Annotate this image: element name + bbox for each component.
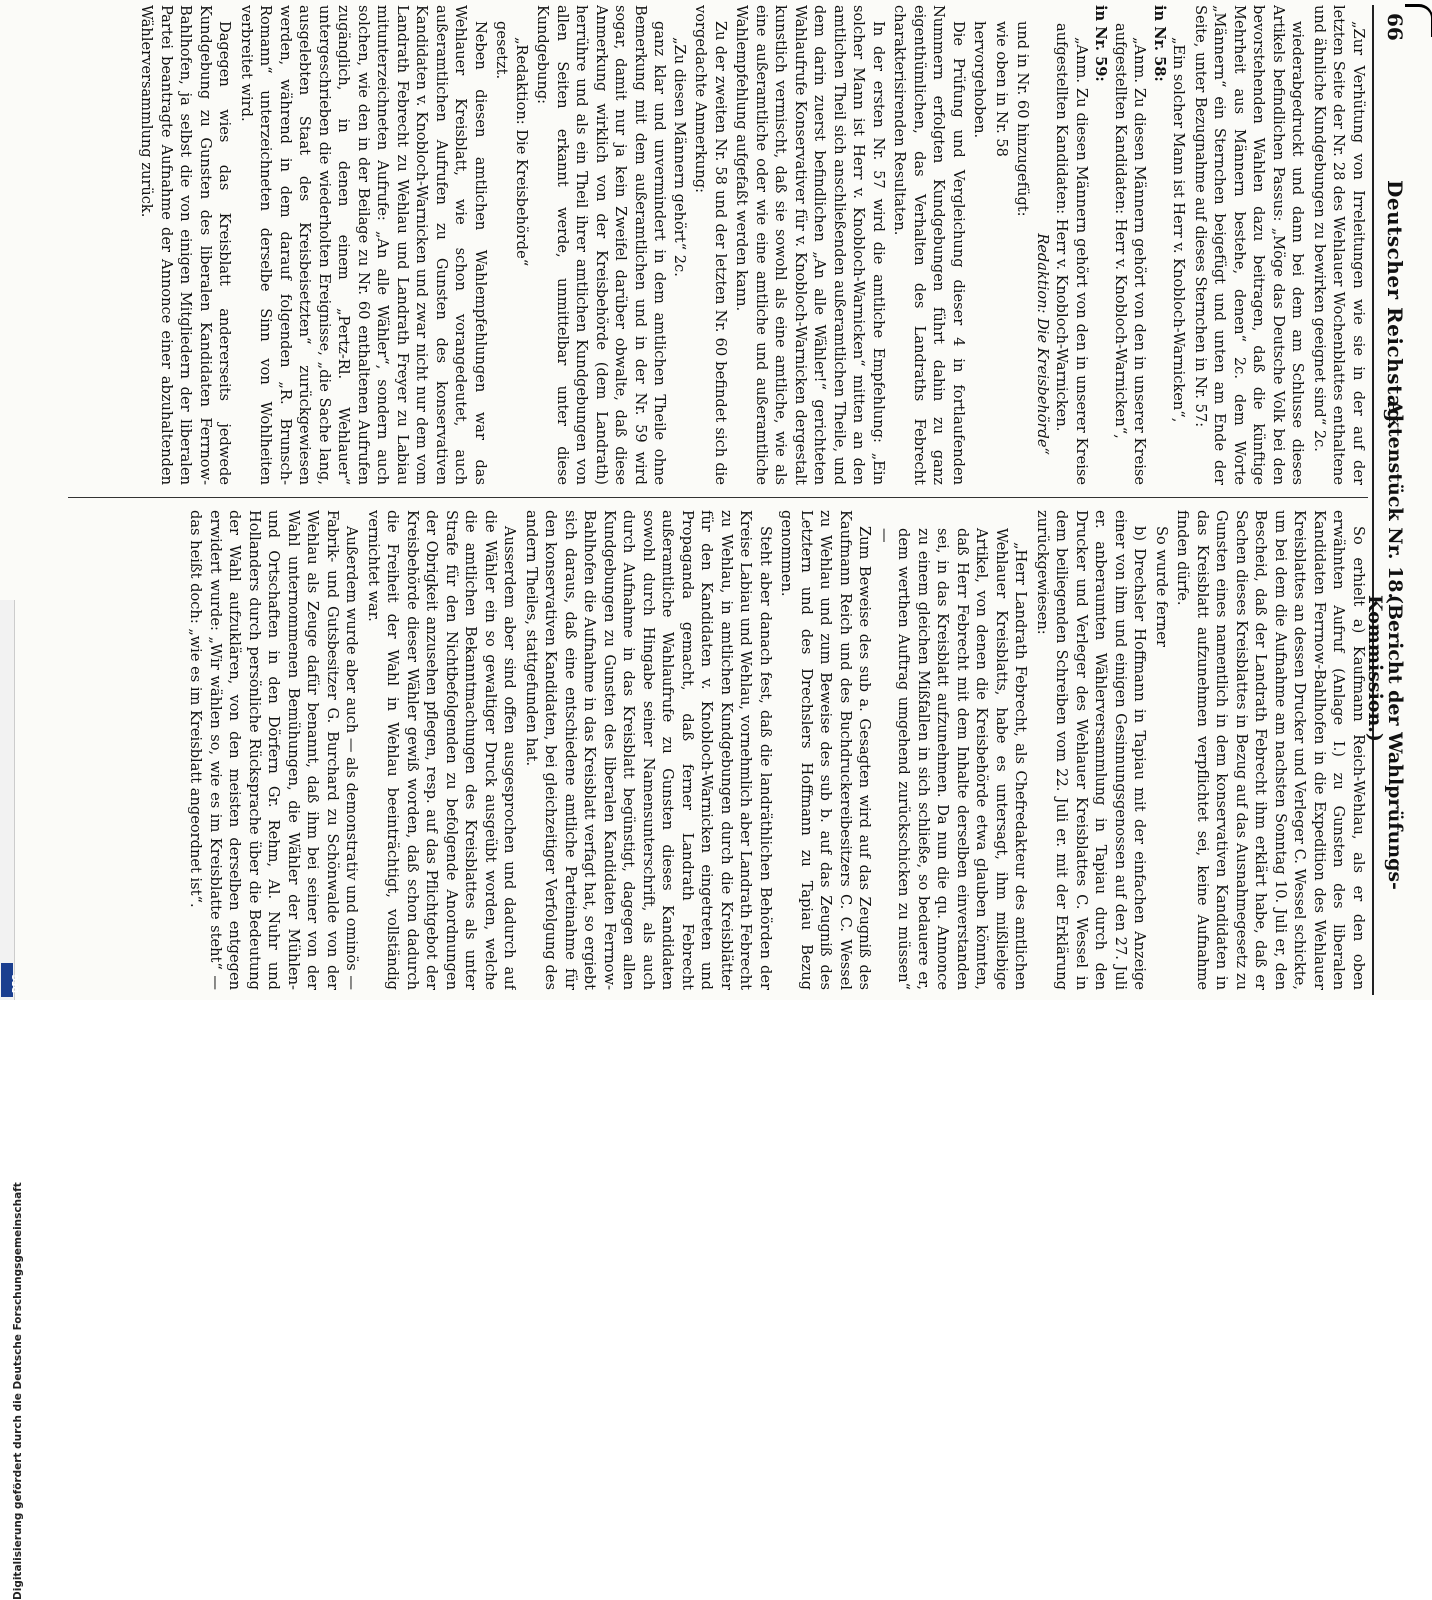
right-column-para: So erhielt a) Kaufmann Reich-Wehlau, als er den oben erwähnten Aufruf (Anlage I.) zu Gunsten des liberalen Kandidaten Ferrnow-Bahlhofen in die Expedition des Wehlauer Kreisblattes an dessen Drucker und Verleger C. Wessel schickte, um bei dem die Aufnahme am nachsten Sonntag 10. Juli er, den Bescheid, daß der Landrath Febrecht ihm erklärt habe, daß er Sachen dieses Kreisblattes in Bezug auf das Ausnahmegesetz zu Gunsten eines namentlich in dem konservativen Kandidaten in das Kreisblatt aufzunehmen verpflichtet sei, keine Aufnahme finden dürfe. [1174, 510, 1367, 990]
right-column-para: Ausserdem aber sind offen ausgesprochen und dadurch auf die Wähler ein so gewaltiger Druck ausgeübt worden, welche die amtlichen Bekanntmachungen des Kreisblattes als unter Strafe für den Nichtbefolgenden zu befolgende Anordnungen der Obrigkeit anzusehen pflegen, resp. auf das Pflichtgebot der Kreisbehörde dieser Wähler gewiß worden, daß schon dadurch die Freiheit der Wahl in Wehlau beeinträchtigt, vollständig vernichtet war. [365, 510, 519, 990]
left-column-para: ganz klar und unvermindert in dem amtlichen Theile ohne Bemerkung mit dem außeramtlichen und in der Nr. 59 wird sogar, damit nur ja kein Zweifel darüber obwalte, daß diese Anmerkung wirklich von der Kreisbehörde (dem Landrath) herrühre und als ein Theil ihrer amtlichen Kundgebungen von allen Seiten erkannt werde, unmittelbar unter diese Kundgebung: [534, 5, 669, 485]
page-number: 66 [1383, 13, 1407, 41]
left-column-quote: „Ein solcher Mann ist Herr v. Knobloch-Warnicken“, [1170, 37, 1188, 423]
left-column-para: Dagegen wies das Kreisblatt andererseits jedwede Kundgebung zu Gunsten des liberalen Kandidaten Ferrnow-Bahlhofen, ja selbst die von einigen Mitgliedern der liberalen Partei beantragte Aufnahme der Annonce einer abzuhaltenden Wählerversammlung zurück. [138, 5, 234, 485]
left-column [28, 5, 1368, 485]
left-column-para: „Zur Verhütung von Irreleitungen wie sie in der auf der letzten Seite der Nr. 28 des Wehlauer Wochenblattes enthaltene und ähnliche Kundgebungen zu bewirken geeignet sind“ 2c. [1311, 5, 1367, 485]
left-column-quote: „Zu diesen Männern gehört“ 2c. [671, 37, 688, 277]
left-column-para: wiederabgedruckt und dann bei dem am Schlusse dieses Artikels befindlichen Passus: „Möge das Deutsche Volk bei den bevorstehenden Wahlen dazu beitragen, daß die künftige Mehrheit aus Männern bestehe, denen“ 2c. dem Worte „Männern“ ein Sternchen beigefügt und unten am Ende der Seite, unter Bezugnahme auf dieses Sternchen in Nr. 57: [1192, 5, 1307, 485]
column-divider [68, 497, 1368, 498]
left-column-para: hervorgehoben. [971, 21, 989, 139]
right-column-para: So wurde ferner [1153, 526, 1170, 647]
rotated-document-page [15, 5, 1410, 995]
left-column-para: gesetzt. [493, 21, 511, 80]
right-column-para: Außerdem wurde aber auch — als demonstrativ und ominös — Fabrik- und Gutsbesitzer G. Burchard zu Schönwalde von der Wehlau als Zeuge dafür benannt, daß ihm bei seiner von der Wahl unternommenen Bemühungen, die Wähler der Mühlen- und Ortschaften in den Dörfern Gr. Rehm, Al. Nuhr und Hollanders durch persönliche Rücksprache über die Bedeutung der Wahl aufzuklären, von den meisten derselben entgegen erwidert wurde: „Wir wählen so, wie es im Kreisblatte steht“ — das heißt doch: „wie es im Kreisblatt angeordnet ist“. [187, 510, 361, 990]
dfg-logo-text: DFG [11, 974, 20, 993]
left-column-ref: in Nr. 59: [1092, 5, 1110, 82]
left-column-quote: „Redaktion: Die Kreisbehörde“ [513, 37, 530, 267]
left-column-para: In der ersten Nr. 57 wird die amtliche Empfehlung: „Ein solcher Mann ist Herr v. Knobloch-Warnicken“ mitten an den amtlichen Theil sich anschließenden außeramtlichen Theile, und dem darin zuerst befindlichen „An alle Wähler!“ gerichteten Wahlaufrufe Konservativer für v. Knobloch-Warnicken dergestalt kunstlich vermischt, daß sie sowohl als eine amtliche, wie als eine außeramtliche oder wie eine amtliche und außeramtliche Wahlempfehlung aufgefaßt werden kann. [733, 5, 887, 485]
running-subtitle: (Bericht der Wahlprüfungs-Kommission.) [1364, 595, 1406, 890]
left-column-para: und in Nr. 60 hinzugefügt: [1014, 21, 1032, 217]
right-column-para: b) Drechsler Hoffmann in Tapiau mit der einfachen Anzeige einer von ihm und einigen Gesinnungsgenossen auf den 27. Juli er. anberaumten Wählerversammlung in Tapiau durch den Drucker und Verleger des Wehlauer Kreisblattes C. Wessel in dem beiliegenden Schreiben vom 22. Juli er. mit der Erklärung zurückgewiesen: [1034, 510, 1149, 990]
running-head [1364, 5, 1410, 995]
right-column-quote: „Herr Landrath Febrecht, als Chefredakteur des amtlichen Wehlauer Kreisblatts, habe es untersagt, ihm mißliebige Artikel, von denen die Kreisbehörde etwa glauben könnten, daß Herr Febrecht mit dem Inhalte derselben einverstanden sei, in das Kreisblatt aufzunehmen. Da nun die qu. Annonce zu einem gleichen Mißfallen in sich schließe, so bedauere er, dem werthen Auftrag umgehend zurückschicken zu müssen“ — [876, 528, 1030, 990]
left-column-ref: in Nr. 58: [1151, 5, 1168, 82]
left-column-quote: „Anm. Zu diesen Männern gehört von den in unserer Kreise aufgestellten Kandidaten: Herr v. Knobloch-Warnicken. [1053, 23, 1090, 485]
left-column-para: wie oben in Nr. 58 [993, 21, 1010, 157]
digitization-credit: Digitalisierung gefördert durch die Deutsche Forschungsgemeinschaft [12, 1182, 24, 1600]
right-column-para: Zum Beweise des sub a. Gesagten wird auf das Zeugniß des Kaufmann Reich und des Buchdruckereibesitzers C. C. Wessel zu Wehlau und zum Beweise des sub b. auf das Zeugniß des Letztern und des Drechslers Hoffmann zu Tapiau Bezug genommen. [778, 510, 874, 990]
page-corner-mark [1405, 4, 1432, 37]
right-column [28, 510, 1368, 990]
left-column-para: Zu der zweiten Nr. 58 und der letzten Nr. 60 befindet sich die vorgedachte Anmerkung: [692, 5, 729, 485]
left-column-para: Neben diesen amtlichen Wahlempfehlungen war das Wehlauer Kreisblatt, wie schon vorangedeutet, auch außeramtlichen Aufrufen zu Gunsten des konservativen Kandidaten v. Knobloch-Warnicken und zwar nicht nur dem vom Landrath Febrecht zu Wehlau und Landrath Freyer zu Labiau mitunterzeichneten Aufrufe: „An alle Wähler“, sondern auch solchen, wie den in der Beilage zu Nr. 60 enthaltenen Aufrufen zugänglich, in denen einem „Pertz-Rl. Wehlauer“ untergeschrieben die wiederholten Ereignisse, „die Sache lang, ausgelebten Staat des Kreisbeisetzten“ zurückgewiesen werden, während in dem darauf folgenden „R. Brunsch-Romann“ unterzeichneten derselbe Sinn von Wohlheiten verbreitet wird. [238, 5, 489, 485]
dfg-logo [1, 963, 20, 997]
right-column-para: Steht aber danach fest, daß die landräthlichen Behörden der Kreise Labiau und Wehlau, vornehmlich aber Landrath Febrecht zu Wehlau, in amtlichen Kundgebungen durch die Kreisblätter für den Kandidaten v. Knobloch-Warnicken eingetreten und Propaganda gemacht, daß ferner Landrath Febrecht außeramtliche Wahlaufrufe zu Gunsten dieses Kandidaten sowohl durch Hingabe seiner Namensunterschrift, als auch durch Aufnahme in das Kreisblatt begünstigt, dagegen allen Kundgebungen zu Gunsten des liberalen Kandidaten Ferrnow-Bahlhofen die Aufnahme in das Kreisblatt verfagt hat, so ergiebt sich daraus, daß eine entschiedene amtliche Parteinahme für den konservativen Kandidaten, bei gleichzeitiger Verfolgung des andern Theiles, stattgefunden hat. [523, 510, 774, 990]
left-column-para: Die Prüfung und Vergleichung dieser 4 in fortlaufenden Nummern erfolgten Kundgebungen führt dahin zu ganz eigenthümlichen, das Verhalten des Landraths Febrecht charakterisirenden Resultaten. [891, 5, 967, 485]
left-column-right: Redaktion: Die Kreisbehörde“ [1034, 233, 1051, 455]
running-title: Deutscher Reichstag. [1383, 180, 1407, 431]
left-column-quote: „Anm. Zu diesen Männern gehört von den in unserer Kreise aufgestellten Kandidaten: Herr v. Knobloch-Warnicken“, [1112, 23, 1149, 485]
running-issue: Aktenstück Nr. 18. [1384, 400, 1406, 600]
